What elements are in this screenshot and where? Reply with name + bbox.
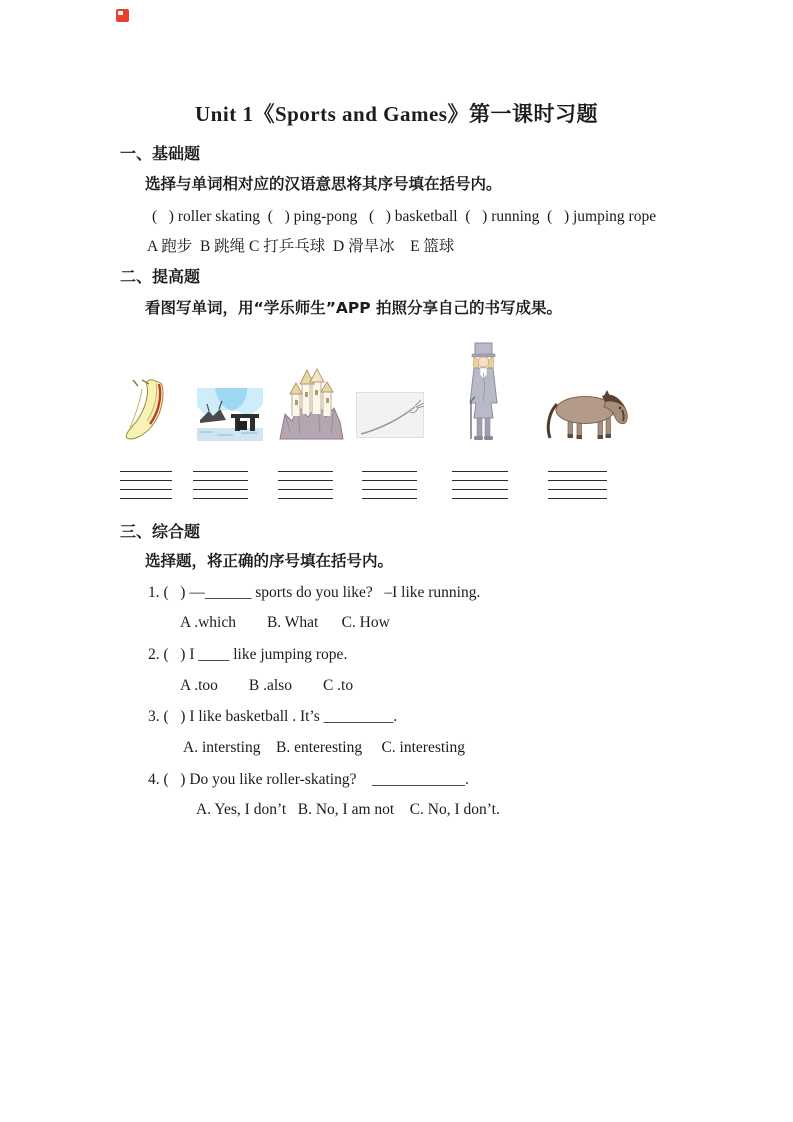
question-4-options: A. Yes, I don’t B. No, I am not C. No, I don’t. — [196, 801, 500, 818]
writing-line — [452, 489, 508, 490]
section1-word-row: ( ) roller skating ( ) ping-pong ( ) basketball ( ) running ( ) jumping rope — [152, 208, 657, 225]
question-2: 2. ( ) I ____ like jumping rope. — [148, 646, 348, 663]
writing-line — [120, 471, 172, 472]
banana-illustration — [122, 376, 170, 443]
section1-answer-options: A 跑步 B 跳绳 C 打乒乓球 D 滑旱冰 E 篮球 — [147, 238, 455, 255]
writing-line — [120, 489, 172, 490]
writing-line — [452, 480, 508, 481]
writing-line — [278, 498, 333, 499]
writing-line — [193, 471, 248, 472]
section2-heading: 二、提高题 — [120, 267, 201, 286]
writing-line — [362, 489, 417, 490]
section3-heading: 三、综合题 — [120, 522, 201, 541]
ship-scene-illustration — [197, 388, 263, 441]
writing-line — [193, 489, 248, 490]
question-1-options: A .which B. What C. How — [180, 614, 390, 631]
horse-icon — [544, 384, 630, 441]
writing-line — [548, 498, 607, 499]
writing-lines-group — [278, 471, 333, 507]
question-2-options: A .too B .also C .to — [180, 677, 354, 694]
writing-lines-group — [452, 471, 508, 507]
writing-lines-group — [362, 471, 417, 507]
fork-icon — [356, 392, 424, 438]
question-4: 4. ( ) Do you like roller-skating? ____________. — [148, 771, 469, 788]
writing-line — [452, 498, 508, 499]
gentleman-illustration — [463, 341, 503, 443]
castle-illustration — [276, 362, 346, 442]
writing-lines-group — [120, 471, 172, 507]
writing-line — [362, 471, 417, 472]
writing-line — [120, 480, 172, 481]
question-3: 3. ( ) I like basketball . It’s _________. — [148, 708, 398, 725]
section1-instruction: 选择与单词相对应的汉语意思将其序号填在括号内。 — [145, 175, 502, 193]
writing-line — [548, 489, 607, 490]
castle-icon — [276, 362, 346, 442]
horse-illustration — [544, 384, 630, 441]
writing-lines-group — [193, 471, 248, 507]
page-title: Unit 1《Sports and Games》第一课时习题 — [195, 102, 598, 126]
ship-scene-icon — [197, 388, 263, 441]
writing-line — [278, 489, 333, 490]
writing-line — [278, 471, 333, 472]
gentleman-icon — [463, 341, 503, 443]
broken-image-icon — [116, 9, 129, 22]
writing-line — [278, 480, 333, 481]
banana-icon — [122, 376, 170, 443]
writing-line — [548, 471, 607, 472]
writing-line — [362, 498, 417, 499]
writing-line — [193, 498, 248, 499]
writing-line — [452, 471, 508, 472]
question-1: 1. ( ) —______ sports do you like? –I like running. — [148, 584, 481, 601]
section1-heading: 一、基础题 — [120, 144, 201, 163]
writing-lines-group — [548, 471, 607, 507]
writing-line — [362, 480, 417, 481]
question-3-options: A. intersting B. enteresting C. interesting — [183, 739, 465, 756]
writing-line — [120, 498, 172, 499]
writing-line — [548, 480, 607, 481]
fork-illustration — [356, 392, 424, 438]
writing-line — [193, 480, 248, 481]
section3-instruction: 选择题，将正确的序号填在括号内。 — [145, 552, 394, 570]
section2-instruction: 看图写单词，用“学乐师生”APP 拍照分享自己的书写成果。 — [145, 299, 562, 317]
